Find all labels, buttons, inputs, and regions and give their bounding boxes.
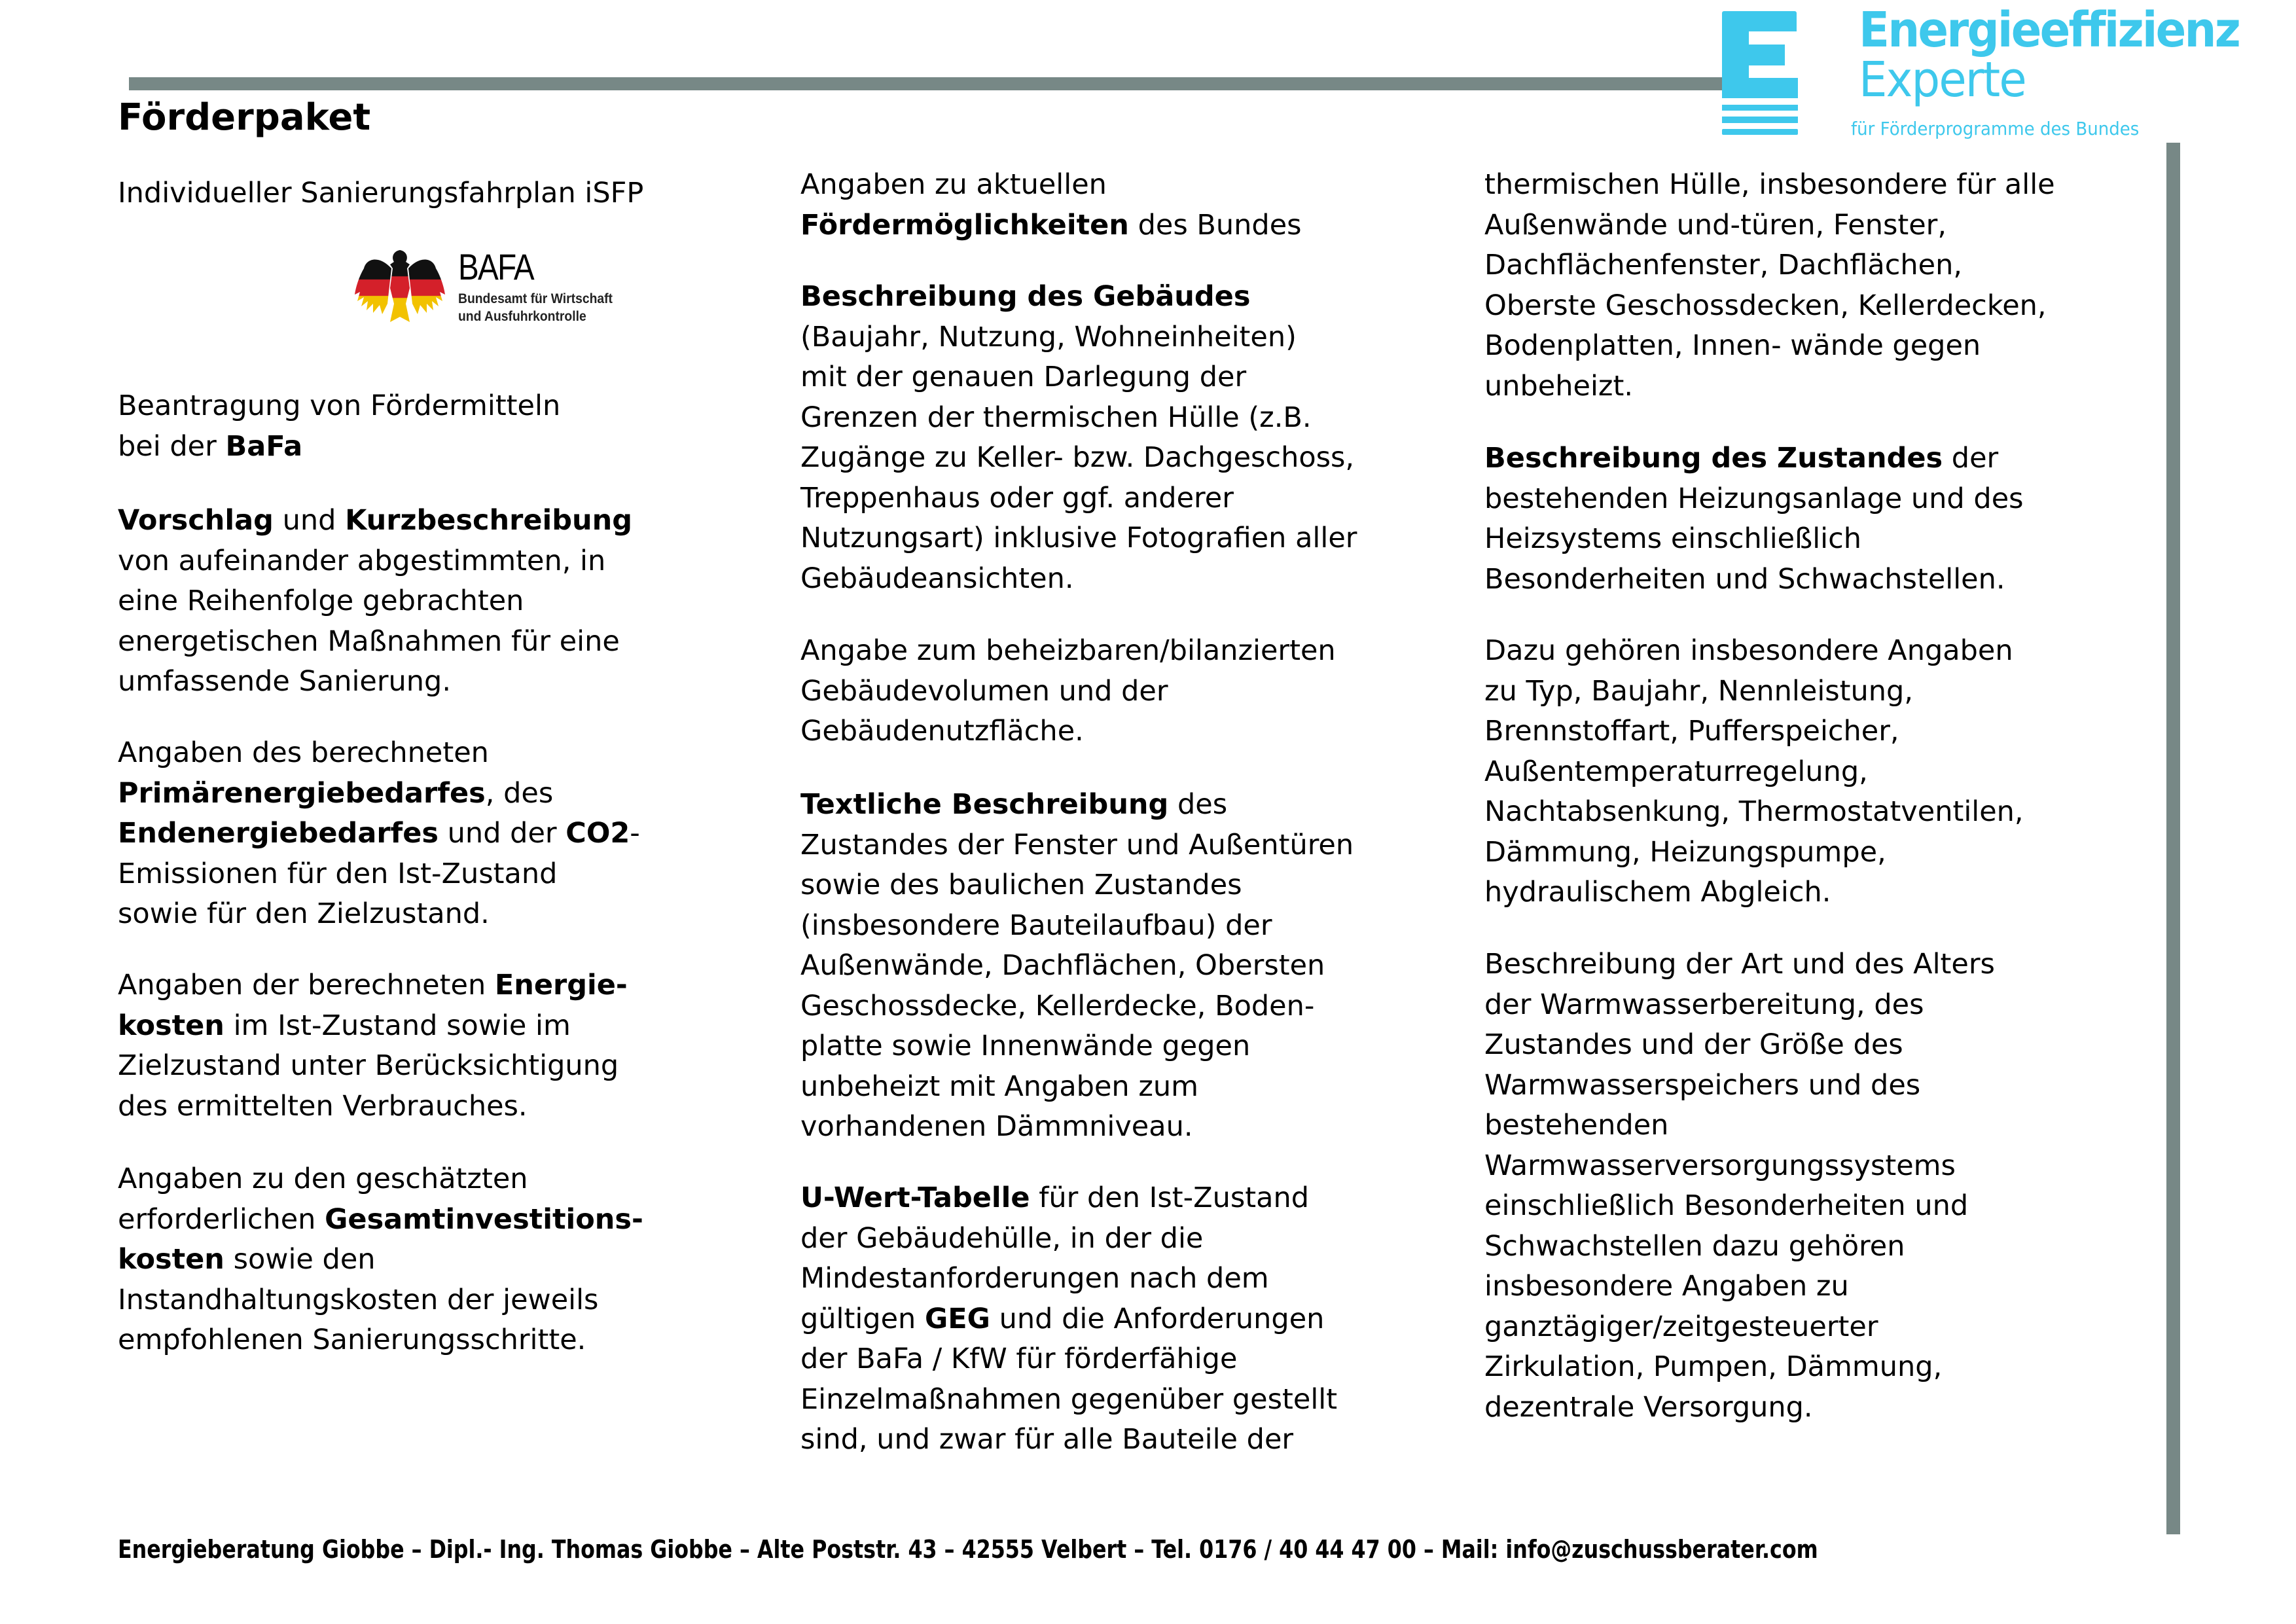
paragraph-hot-water: Beschreibung der Art und des Alters der Warmwasserbereitung, des Zustandes und der Größe des Warmwasserspeichers und des bestehenden Warmwasserversorgungssystems einschließlich Besonderheiten und Schwachstellen dazu gehören insbesondere Angaben zu ganztägiger/zeitgesteuerter Zirkulation, Pumpen, Dämmung, dezentrale Versorgung. [1484,948,1995,1424]
text: Beantragung von Fördermitteln [118,389,561,422]
text: im Ist-Zustand sowie im [224,1009,571,1042]
bafa-name: BAFA [458,246,533,287]
text: sowie den [224,1243,376,1276]
bold-text: Textliche Beschreibung [800,788,1169,821]
paragraph-textual-description [800,785,1354,1147]
paragraph-proposal [118,501,632,702]
text: Instandhaltungskosten der jeweils empfohlenen Sanierungsschritte. [118,1283,599,1356]
bold-text: Kurzbeschreibung [345,504,633,537]
bold-text: Gesamtinvestitions- [325,1202,643,1236]
paragraph-energy-demand [118,733,640,935]
bold-text: Beschreibung des Gebäudes [800,280,1251,313]
bold-text: Primärenergiebedarfes [118,776,486,810]
text: erforderlichen [118,1202,325,1236]
text: Angaben zu aktuellen [800,168,1107,201]
text: der Gebäudehülle, in der die Mindestanforderungen nach dem [800,1221,1269,1295]
bold-text: Beschreibung des Zustandes [1484,442,1943,475]
text: Zielzustand unter Berücksichtigung des ermittelten Verbrauches. [118,1049,619,1123]
energieeffizienz-logo-icon [1722,11,1798,135]
paragraph-funding-options [800,165,1302,245]
paragraph-building-description [800,277,1357,599]
text: - [630,817,640,850]
text: der [1943,442,1999,475]
brand-title: Energieeffizienz [1859,2,2240,58]
text: , des [485,776,554,810]
text: und der [439,817,566,850]
bold-text: kosten [118,1009,224,1042]
text: (Baujahr, Nutzung, Wohneinheiten) mit der genauen Darlegung der Grenzen der thermischen Hülle (z.B. Zugänge zu Keller- bzw. Dachgeschoss, Treppenhaus oder ggf. anderer Nutzungsart) inklusive Fotografien aller Gebäudeansichten. [800,320,1357,595]
bold-text: Energie- [494,969,628,1001]
paragraph-heating-details: Dazu gehören insbesondere Angaben zu Typ, Baujahr, Nennleistung, Brennstoffart, Pufferspeicher, Außentemperaturregelung, Nachtabsenkung, Thermostatventilen, Dämmung, Heizungspumpe, hydraulischem Abgleich. [1484,634,2024,909]
text: Angaben zu den geschätzten [118,1163,528,1195]
page-title: Förderpaket [118,96,371,139]
text: Angaben des berechneten [118,736,489,769]
paragraph-funding-application [118,386,560,467]
paragraph-u-value-table [800,1178,1337,1460]
text: des [1168,788,1228,821]
paragraph-thermal-envelope: thermischen Hülle, insbesondere für alle Außenwände und-türen, Fenster, Dachflächenfenster, Dachflächen, Oberste Geschossdecken, Kellerdecken, Bodenplatten, Innen- wände gegen unbeheizt. [1484,168,2055,403]
text: und die Anforderungen [990,1302,1325,1335]
text: Zustandes der Fenster und Außentüren sowie des baulichen Zustandes (insbesondere Bauteilaufbau) der Außenwände, Dachflächen, Obersten Geschossdecke, Kellerdecke, Boden- platte sowie Innenwände gegen unbeheizt mit Angaben zum vorhandenen Dämmniveau. [800,828,1354,1143]
text: Emissionen für den Ist-Zustand sowie für den Zielzustand. [118,857,558,930]
text: für den Ist-Zustand [1030,1182,1309,1214]
brand-subtitle: Experte [1859,52,2026,108]
text: bestehenden Heizungsanlage und des Heizsystems einschließlich Besonderheiten und Schwachstellen. [1484,482,2024,596]
brand-tagline: für Förderprogramme des Bundes [1851,118,2140,139]
bafa-line-1: Bundesamt für Wirtschaft [458,291,613,306]
text: bei der [118,429,226,463]
side-accent-bar [2166,143,2180,1534]
bafa-logo [353,246,655,327]
text: der BaFa / KfW für förderfähige Einzelmaßnahmen gegenüber gestellt sind, und zwar für alle Bauteile der [800,1343,1338,1456]
bold-text: U-Wert-Tabelle [800,1182,1030,1214]
bold-text: CO2 [565,817,630,850]
text: des Bundes [1128,208,1302,242]
paragraph-investment-costs [118,1159,643,1361]
header-accent-bar [129,77,1722,90]
paragraph-energy-costs [118,965,628,1127]
bold-text: Endenergiebedarfes [118,817,439,850]
text: gültigen [800,1302,925,1335]
bold-text: kosten [118,1243,224,1276]
bold-text: Fördermöglichkeiten [800,208,1129,242]
text: von aufeinander abgestimmten, in eine Reihenfolge gebrachten energetischen Maßnahmen für eine umfassende Sanierung. [118,544,620,698]
footer-contact: Energieberatung Giobbe – Dipl.- Ing. Thomas Giobbe – Alte Poststr. 43 – 42555 Velbert – Tel. 0176 / 40 44 47 00 – Mail: info@zuschussberater.com [118,1535,1818,1564]
bold-text: GEG [924,1302,990,1335]
text: Angaben der berechneten [118,969,495,1001]
federal-eagle-icon [353,249,446,326]
paragraph-heating-condition [1484,439,2024,600]
bafa-line-2: und Ausfuhrkontrolle [458,309,586,324]
paragraph-building-volume: Angabe zum beheizbaren/bilanzierten Gebäudevolumen und der Gebäudenutzfläche. [800,634,1336,748]
intro-text: Individueller Sanierungsfahrplan iSFP [118,177,644,209]
bold-text: Vorschlag [118,504,274,537]
bold-text: BaFa [225,429,303,463]
text: und [273,504,346,537]
